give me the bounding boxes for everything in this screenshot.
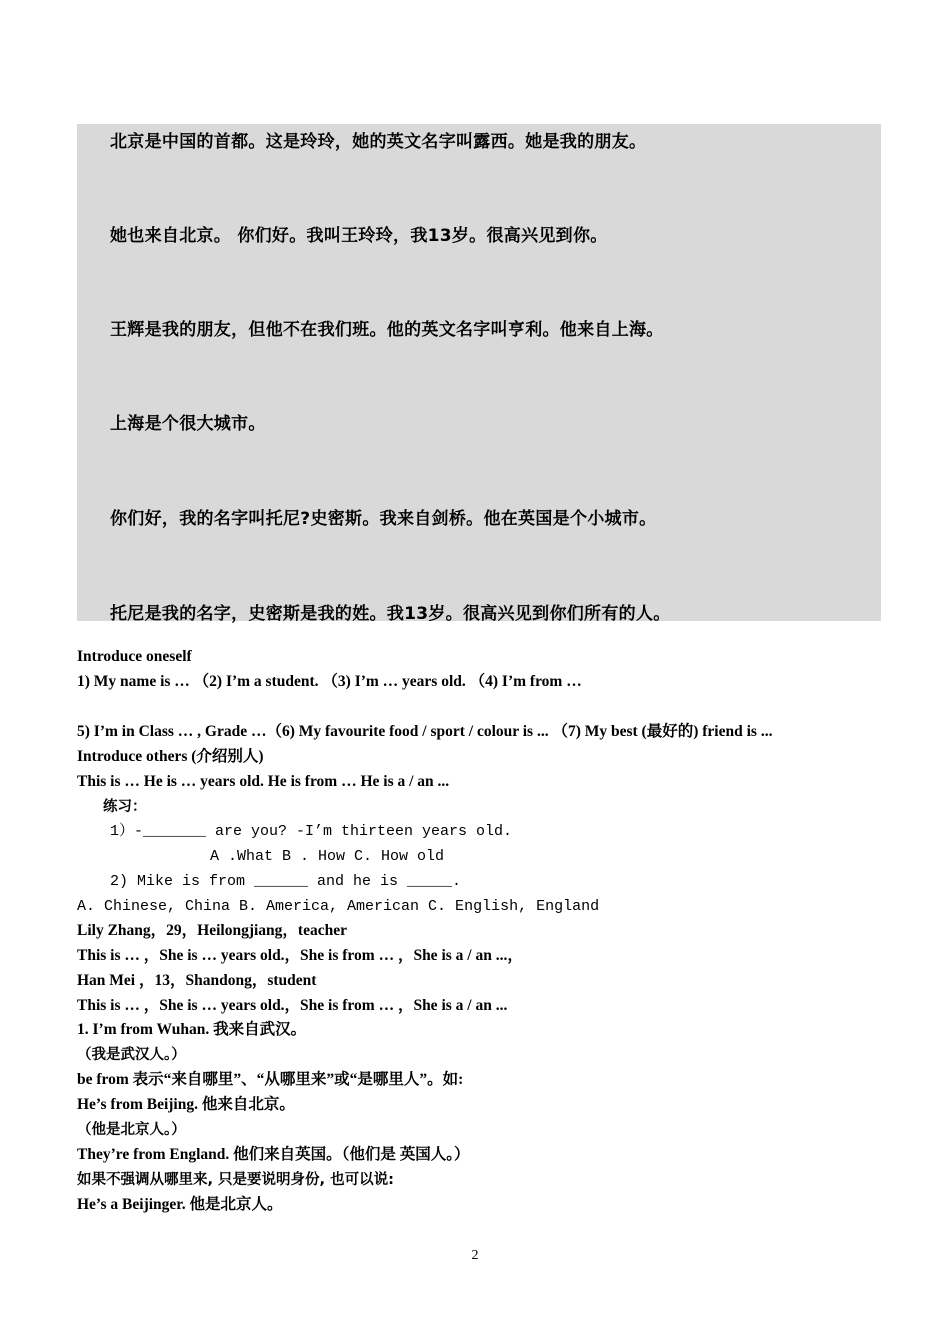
passage-line: 托尼是我的名字，史密斯是我的姓。我13岁。很高兴见到你们所有的人。 [110,604,671,624]
question-1-options: A .What B . How C. How old [210,848,445,865]
grammar-note: （他是北京人。） [77,1122,186,1138]
page-number: 2 [471,1248,479,1263]
introduce-oneself-patterns-2: 5) I’m in Class … , Grade …（6) My favourite food / sport / colour is ... （7) My best (最好的) friend is ... [77,723,773,740]
introduce-others-pattern: This is … He is … years old. He is from … He is a / an ... [77,773,450,790]
passage-line: 你们好，我的名字叫托尼?史密斯。我来自剑桥。他在英国是个小城市。 [110,509,657,529]
person-pattern-2: This is … ，She is … years old.，She is from … ，She is a / an ... [77,997,508,1014]
person-pattern-1: This is … ，She is … years old.，She is from … ，She is a / an ...， [77,947,523,964]
introduce-oneself-patterns: 1) My name is … （2) I’m a student. （3) I’m … years old. （4) I’m from … [77,673,582,690]
grammar-note: They’re from England. 他们来自英国。（他们是 英国人。） [77,1146,470,1163]
practice-label: 练习： [103,799,147,815]
question-2-options: A. Chinese, China B. America, American C. English, England [77,898,600,915]
grammar-note: He’s a Beijinger. 他是北京人。 [77,1196,283,1213]
grammar-note: He’s from Beijing. 他来自北京。 [77,1096,295,1113]
person-info-1: Lily Zhang，29，Heilongjiang，teacher [77,922,347,939]
question-2: 2) Mike is from ______ and he is _____. [110,873,462,890]
chinese-passage-block [77,124,881,624]
passage-line: 上海是个很大城市。 [110,414,266,434]
introduce-others-title: Introduce others (介绍别人) [77,748,264,765]
person-info-2: Han Mei ，13，Shandong，student [77,972,317,989]
grammar-note: 如果不强调从哪里来, 只是要说明身份, 也可以说: [77,1172,394,1188]
passage-line: 北京是中国的首都。这是玲玲，她的英文名字叫露西。她是我的朋友。 [110,132,647,152]
grammar-note: 1. I’m from Wuhan. 我来自武汉。 [77,1021,307,1038]
grammar-note: （我是武汉人。） [77,1047,186,1063]
question-1: 1）-_______ are you? -I’m thirteen years old. [110,823,513,840]
grammar-note: be from 表示“来自哪里”、“从哪里来”或“是哪里人”。如: [77,1071,464,1088]
introduce-oneself-title: Introduce oneself [77,648,192,665]
passage-line: 她也来自北京。 你们好。我叫王玲玲，我13岁。很高兴见到你。 [110,226,608,246]
passage-line: 王辉是我的朋友，但他不在我们班。他的英文名字叫亨利。他来自上海。 [110,320,664,340]
